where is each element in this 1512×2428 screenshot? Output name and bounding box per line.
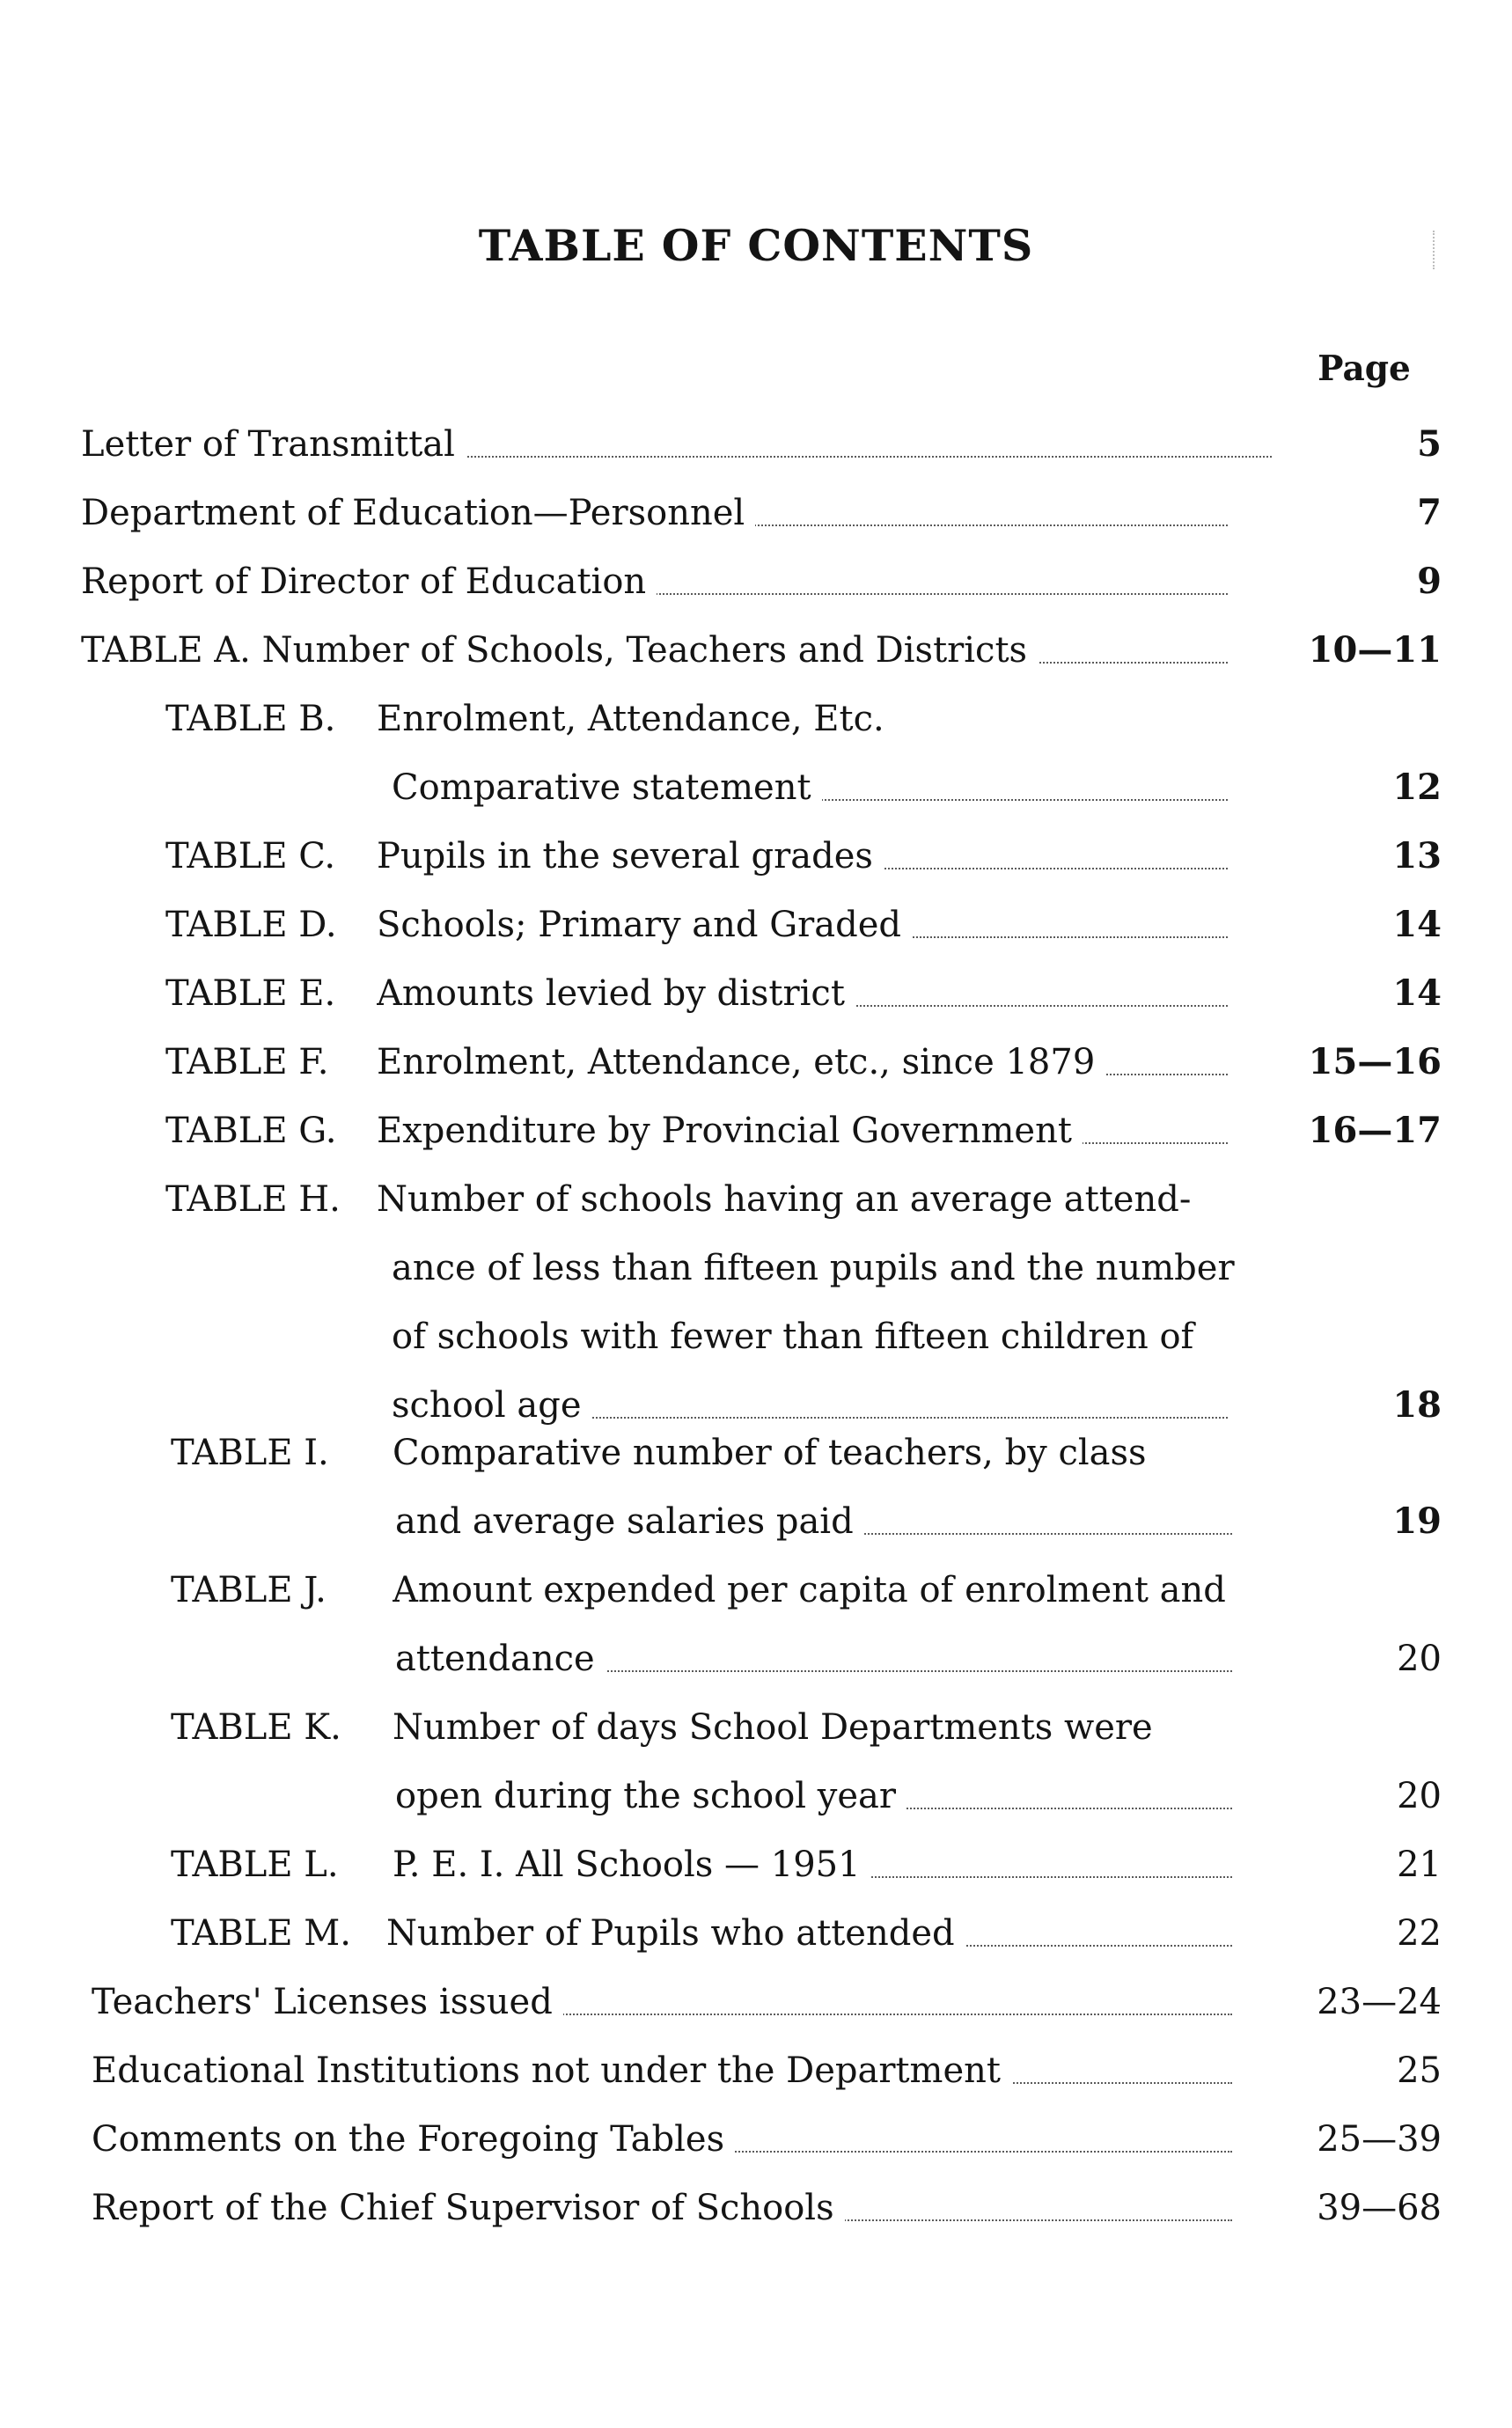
toc-entry-title: Expenditure by Provincial Government <box>377 1111 1083 1151</box>
toc-entry-table-label: TABLE H. <box>165 1179 341 1220</box>
page-column-header: Page <box>1317 348 1411 389</box>
toc-entry-title: Department of Education—Personnel <box>81 493 755 533</box>
toc-entry <box>0 1841 1512 1889</box>
toc-entry <box>0 1244 1512 1292</box>
toc-entry-title: Letter of Transmittal <box>81 424 466 465</box>
toc-entry-table-label: TABLE K. <box>171 1707 341 1748</box>
toc-entry-table-label: TABLE J. <box>171 1570 327 1610</box>
toc-entry-table-label: TABLE F. <box>165 1042 329 1082</box>
toc-entry-title: Comparative number of teachers, by class <box>393 1433 1157 1473</box>
toc-entry <box>0 1429 1512 1477</box>
toc-entry-page-number: 12 <box>1392 767 1442 808</box>
toc-entry-page-number: 9 <box>1417 561 1442 602</box>
toc-entry-page-number: 20 <box>1397 1639 1442 1679</box>
toc-entry <box>0 1978 1512 2026</box>
toc-entry <box>0 1772 1512 1820</box>
toc-entry-page-number: 13 <box>1392 835 1442 877</box>
toc-entry-title: Number of days School Departments were <box>393 1707 1163 1748</box>
toc-entry-table-label: TABLE E. <box>165 973 336 1014</box>
toc-entry <box>0 2047 1512 2094</box>
toc-entry-title: school age <box>392 1385 592 1426</box>
toc-entry-title: Comments on the Foregoing Tables <box>92 2119 735 2160</box>
toc-entry <box>0 764 1512 811</box>
toc-entry <box>0 627 1512 674</box>
toc-entry <box>0 2116 1512 2163</box>
toc-entry-title: TABLE A. Number of Schools, Teachers and Districts <box>81 630 1038 671</box>
toc-entry <box>0 1107 1512 1155</box>
toc-entry <box>0 1566 1512 1614</box>
toc-entry <box>0 1910 1512 1957</box>
toc-entry-title: Enrolment, Attendance, etc., since 1879 <box>377 1042 1105 1082</box>
toc-entry-page-number: 23—24 <box>1317 1982 1442 2022</box>
toc-entry-page-number: 20 <box>1397 1776 1442 1816</box>
toc-entry-page-number: 14 <box>1392 972 1442 1014</box>
toc-entry <box>0 1038 1512 1086</box>
toc-entry-title: Comparative statement <box>392 767 822 808</box>
toc-entry-title: Amount expended per capita of enrolment and <box>393 1570 1237 1610</box>
toc-entry-page-number: 25—39 <box>1317 2119 1442 2160</box>
toc-entry <box>0 489 1512 537</box>
toc-entry-title: Amounts levied by district <box>377 973 855 1014</box>
toc-entry-page-number: 14 <box>1392 904 1442 945</box>
toc-entry <box>0 2184 1512 2232</box>
toc-entry-title: Report of Director of Education <box>81 561 657 602</box>
toc-entry-title: Enrolment, Attendance, Etc. <box>377 699 895 739</box>
toc-entry-page-number: 25 <box>1397 2050 1442 2091</box>
toc-entry-title: Educational Institutions not under the Department <box>92 2050 1011 2091</box>
toc-entry-table-label: TABLE G. <box>165 1111 337 1151</box>
toc-entry-table-label: TABLE M. <box>171 1913 351 1954</box>
toc-entry-title: attendance <box>395 1639 606 1679</box>
toc-entry-table-label: TABLE L. <box>171 1845 339 1885</box>
toc-entry-title: and average salaries paid <box>395 1501 864 1542</box>
toc-entry-table-label: TABLE D. <box>165 905 337 945</box>
toc-entry <box>0 1635 1512 1683</box>
toc-entry <box>0 901 1512 949</box>
toc-entry-title: Number of Pupils who attended <box>386 1913 965 1954</box>
toc-entry-page-number: 39—68 <box>1317 2188 1442 2228</box>
toc-entry-title: ance of less than fifteen pupils and the number <box>392 1248 1245 1288</box>
toc-entry-title: Schools; Primary and Graded <box>377 905 912 945</box>
toc-entry-page-number: 15—16 <box>1308 1041 1442 1082</box>
toc-entry-title: of schools with fewer than fifteen children of <box>392 1317 1204 1357</box>
toc-entry-title: open during the school year <box>395 1776 906 1816</box>
toc-entry-table-label: TABLE B. <box>165 699 336 739</box>
toc-entry-title: Pupils in the several grades <box>377 836 884 877</box>
toc-entry <box>0 833 1512 880</box>
toc-entry <box>0 1704 1512 1751</box>
toc-entry <box>0 1176 1512 1223</box>
toc-entry <box>0 970 1512 1017</box>
toc-entry <box>0 558 1512 605</box>
toc-entry <box>0 421 1512 468</box>
toc-entry-title: P. E. I. All Schools — 1951 <box>393 1845 871 1885</box>
toc-entry-title: Teachers' Licenses issued <box>92 1982 563 2022</box>
toc-entry-table-label: TABLE I. <box>171 1433 329 1473</box>
toc-entry-page-number: 5 <box>1417 423 1442 465</box>
toc-entry <box>0 1498 1512 1545</box>
toc-entry-table-label: TABLE C. <box>165 836 336 877</box>
toc-entry <box>0 1313 1512 1361</box>
toc-entry <box>0 1382 1512 1429</box>
toc-entry-page-number: 10—11 <box>1308 629 1442 671</box>
page-title: TABLE OF CONTENTS <box>478 220 1034 271</box>
toc-entry-title: Report of the Chief Supervisor of Schools <box>92 2188 845 2228</box>
toc-entry-page-number: 18 <box>1392 1384 1442 1426</box>
toc-entry-page-number: 19 <box>1392 1500 1442 1542</box>
toc-entry <box>0 695 1512 743</box>
toc-entry-title: Number of schools having an average attend- <box>377 1179 1201 1220</box>
toc-entry-page-number: 16—17 <box>1308 1110 1442 1151</box>
toc-entry-page-number: 7 <box>1417 492 1442 533</box>
toc-entry-page-number: 21 <box>1397 1845 1442 1885</box>
toc-entry-page-number: 22 <box>1397 1913 1442 1954</box>
